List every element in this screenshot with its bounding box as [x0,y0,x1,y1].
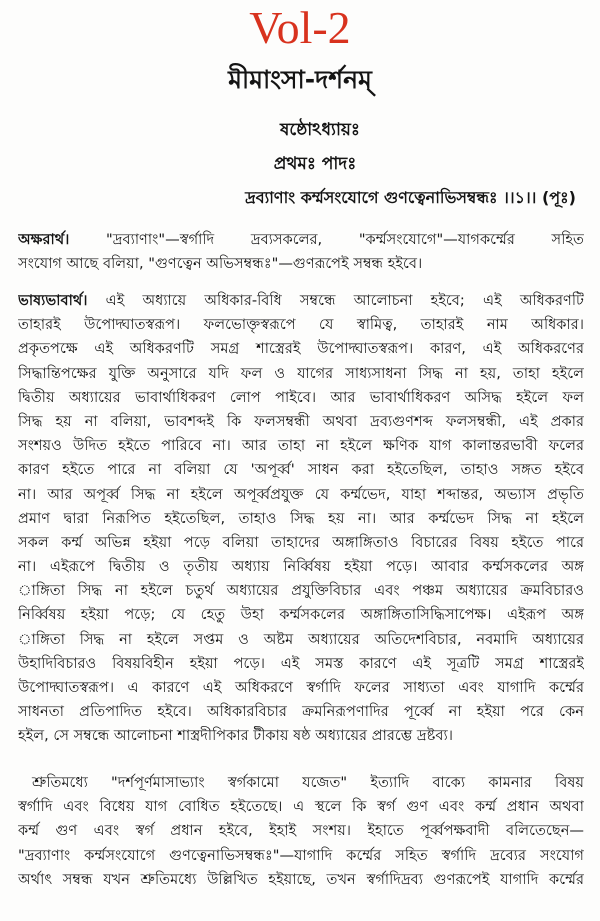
paragraph-line: াঙ্গিতা সিদ্ধ না হইলে চতুর্থ অধ্যায়ের প্রযুক্তিবিচার এবং পঞ্চম অধ্যায়ের ক্রমবিচারও [18,582,584,600]
paragraph-line: নির্ব্বিষয় হইয়া পড়ে; যে হেতু উহা কর্ম্মসকলের অঙ্গাঙ্গিতাসিদ্ধিসাপেক্ষ। এইরূপ অঙ্গ [18,606,584,624]
paragraph-line: অর্থাৎ সম্বন্ধ যখন শ্রুতিমধ্যে উল্লিখিত হইয়াছে, তখন স্বর্গাদিদ্রব্য গুণরূপেই যাগাদি কর্ম্মের [18,870,584,888]
paragraph-line: স্বর্গাদি এবং বিধেয় যাগ বোধিত হইতেছে। এ স্থলে কি স্বর্গ গুণ এবং কর্ম্ম প্রধান অথবা [18,798,584,816]
aksharartha-paragraph [18,228,584,276]
paragraph-line: কর্ম্ম গুণ এবং স্বর্গ প্রধান হইবে, ইহাই সংশয়। ইহাতে পূর্ব্বপক্ষবাদী বলিতেছেন— [18,822,584,840]
line-text: এই অধ্যায়ে অধিকার-বিধি সম্বন্ধে আলোচনা হইবে; এই অধিকরণটি [87,292,584,309]
line-text: "দ্রব্যাণাং"—স্বর্গাদি দ্রব্যসকলের, "কর্ম্মসংযোগে"—যাগকর্ম্মের সহিত [69,231,584,248]
paragraph-line: হইল, সে সম্বন্ধে আলোচনা শাস্ত্রদীপিকার টীকায় ষষ্ঠ অধ্যায়ের প্রারম্ভে দ্রষ্টব্য। [18,727,453,745]
paragraph-line: তাহারই উপোদ্ঘাতস্বরূপ। ফলভোক্তৃস্বরূপে যে স্বামিত্ব, তাহারই নাম অধিকার। [18,316,584,334]
paragraph-line [18,228,584,252]
paragraph-line: সকল কর্ম্ম অভিন্ন হইয়া পড়ে বলিয়া তাহাদের অঙ্গাঙ্গিতাও বিচারের বিষয় হইতে পারে [18,533,584,551]
paragraph-line: না। এইরূপে দ্বিতীয় ও তৃতীয় অধ্যায় নির্ব্বিষয় হইয়া পড়ে। আবার কর্ম্মসকলের অঙ্গ [18,558,584,576]
paragraph-line: সংযোগ আছে বলিয়া, "গুণত্বেন অভিসম্বন্ধঃ"—গুণরূপেই সম্বন্ধ হইবে। [18,255,423,273]
paragraph-line: কারণ হইতে পারে না বলিয়া যে 'অপূর্ব্ব' সাধন করা হইতেছিল, তাহাও সঙ্গত হইবে [18,461,584,479]
paragraph-line: সিদ্ধান্তিপক্ষের যুক্তি অনুসারে যদি ফল ও যাগের সাধ্যসাধনা সিদ্ধ না হয়, তাহা হইলে [18,364,584,382]
bhashya-label: ভাষ্যভাবার্থ। [18,292,88,309]
paragraph-line: প্রকৃতপক্ষে এই অধিকরণটি সমগ্র শাস্ত্রেরই উপোদ্ঘাতস্বরূপ। কারণ, এই অধিকরণের [18,340,584,358]
paragraph-line: শ্রুতিমধ্যে "দর্শপূর্ণমাসাভ্যাং স্বর্গকামো যজেত" ইত্যাদি বাক্যে কামনার বিষয় [32,774,584,791]
sutra-line: দ্রব্যাণাং কর্ম্মসংযোগে গুণত্বেনাভিসম্বন্ধঃ ।।১।। (পূঃ) [245,188,576,207]
paragraph-line: াঙ্গিতা সিদ্ধ না হইলে সপ্তম ও অষ্টম অধ্যায়ের অতিদেশবিচার, নবমাদি অধ্যায়ের [18,630,584,648]
volume-label: Vol-2 [249,2,351,53]
shruti-paragraph [18,771,584,892]
bhashya-paragraph [18,289,584,749]
paragraph-line: "দ্রব্যাণাং কর্ম্মসংযোগে গুণত্বেনাভিসম্বন্ধঃ"—যাগাদি কর্ম্মের সহিত স্বর্গাদি দ্রব্যের সংযোগ [18,846,584,864]
paragraph-line: উহাদিবিচারও বিষয়বিহীন হইয়া পড়ে। এই সমস্ত কারণে এই সূত্রটি সমগ্র শাস্ত্রেরই [18,654,584,672]
paragraph-line: সিদ্ধ হয় না বলিয়া, ভাবশব্দই কি ফলসম্বন্ধী অথবা দ্রব্যগুণশব্দ ফলসম্বন্ধী, এই প্রকার [18,412,584,430]
chapter-heading: ষষ্ঠোঽধ্যায়ঃ [280,120,360,140]
paragraph-line: উপোদ্ঘাতস্বরূপ। এ কারণে এই অধিকরণে স্বর্গাদি ফলের সাধ্যতা এবং যাগাদি কর্ম্মের [18,679,584,696]
book-title: মীমাংসা-দর্শনম্ [228,65,372,94]
aksharartha-label: অক্ষরার্থ। [18,231,70,248]
paragraph-line: প্রমাণ দ্বারা নিরূপিত হইতেছিল, তাহাও সিদ্ধ হয় না। আর কর্ম্মভেদ সিদ্ধ না হইলে [18,509,584,527]
paragraph-line: না। আর অপূর্ব্ব সিদ্ধ না হইলে অপূর্ব্বপ্রযুক্ত যে কর্ম্মভেদ, যাহা শব্দান্তর, অভ্যাস প্রভৃতি [18,485,584,503]
paragraph-line: দ্বিতীয় অধ্যায়ের ভাবার্থাধিকরণ লোপ পাইবে। আর ভাবার্থাধিকরণ অসিদ্ধ হইলে ফল [18,388,584,406]
paragraph-line [18,289,584,313]
paragraph-line: সাধনতা প্রতিপাদিত হইবে। অধিকারবিচার ক্রমনিরূপণাদির পূর্ব্বে না হইয়া পরে কেন [18,703,584,721]
paragraph-line: সংশয়ও উদিত হইতে পারিবে না। আর তাহা না হইলে ক্ষণিক যাগ কালান্তরভাবী ফলের [18,437,584,455]
section-heading: প্রথমঃ পাদঃ [273,154,357,174]
